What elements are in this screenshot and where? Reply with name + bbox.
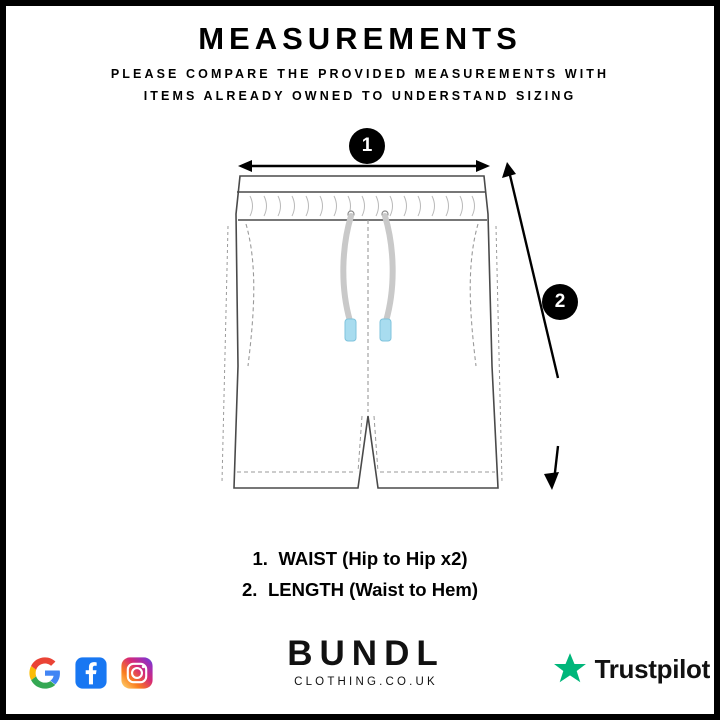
length-arrow-head-top [502, 162, 516, 178]
page-title: MEASUREMENTS [198, 21, 522, 56]
legend-item-1 [6, 544, 714, 575]
legend-item-2-number: 2. [241, 578, 258, 600]
legend-item-2-label: LENGTH (Waist to Hem) [267, 578, 478, 600]
drawstring-tip-left [345, 319, 356, 341]
brand-name: BUNDL [287, 634, 445, 673]
badge-waist: 1 [349, 128, 385, 164]
shorts-diagram [6, 116, 720, 516]
header-subtitle-line1: PLEASE COMPARE THE PROVIDED MEASUREMENTS WITH [110, 67, 610, 82]
badge-length: 2 [542, 284, 578, 320]
trustpilot-star-icon [553, 652, 587, 686]
footer [6, 626, 720, 700]
shorts-outline [234, 176, 498, 488]
trustpilot-logo[interactable] [553, 652, 710, 686]
header-subtitle-line2: ITEMS ALREADY OWNED TO UNDERSTAND SIZING [143, 88, 577, 103]
length-arrow-head-bottom [544, 472, 559, 490]
header [6, 22, 714, 108]
waist-arrow-head-left [238, 160, 252, 172]
legend-item-2 [6, 575, 714, 606]
measurement-legend [6, 544, 714, 605]
waist-arrow-head-right [476, 160, 490, 172]
drawstring-tip-right [380, 319, 391, 341]
legend-item-1-label: WAIST (Hip to Hip x2) [278, 548, 468, 569]
length-arrow [509, 171, 558, 481]
trustpilot-label: Trustpilot [594, 653, 710, 684]
header-subtitle [6, 64, 714, 108]
brand-website: CLOTHING.CO.UK [294, 676, 438, 688]
legend-item-1-number: 1. [252, 548, 268, 569]
shorts-technical-drawing-svg [6, 116, 720, 516]
